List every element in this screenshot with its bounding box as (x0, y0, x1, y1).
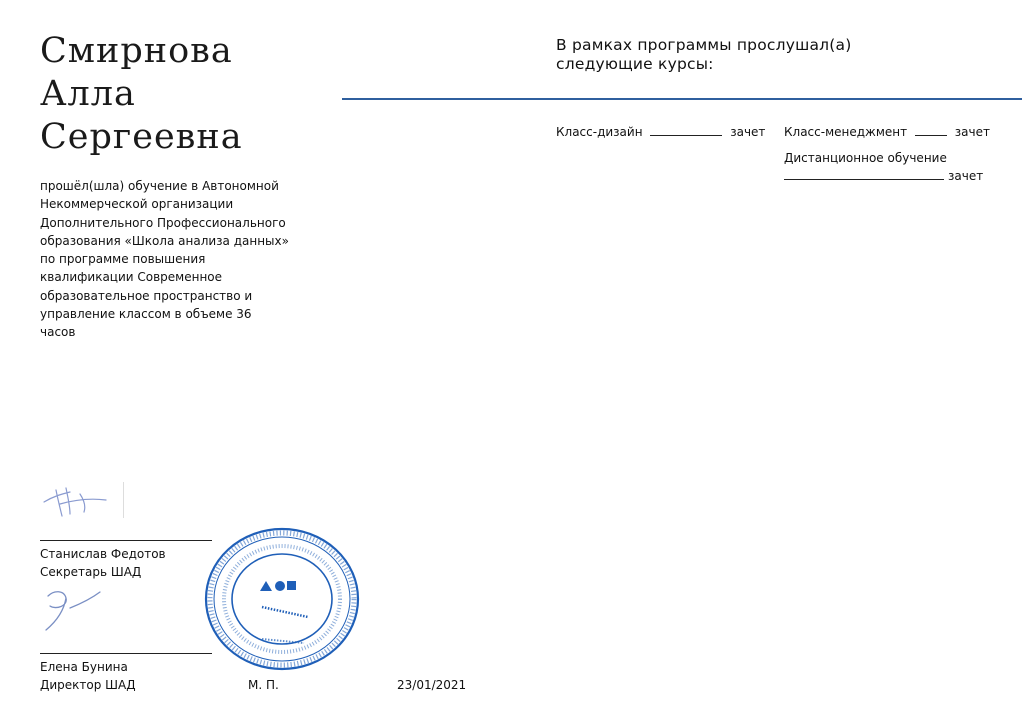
signature-line (40, 540, 212, 541)
signature-line (40, 653, 212, 654)
course-name: Класс-дизайн (556, 125, 643, 139)
signatory-title: Секретарь ШАД (40, 565, 142, 579)
signature-secretary (40, 482, 130, 522)
organization-stamp (200, 519, 360, 673)
heading-divider (342, 98, 1022, 100)
signature-divider (123, 482, 124, 518)
signatory-title: Директор ШАД (40, 678, 136, 692)
name-line-first: Алла (40, 74, 136, 114)
course-blank (784, 168, 944, 180)
course-name: Дистанционное обучение (784, 151, 947, 165)
name-line-surname: Смирнова (40, 31, 233, 71)
name-line-patronymic: Сергеевна (40, 117, 243, 157)
signatory-name: Елена Бунина (40, 660, 128, 674)
course-result: зачет (954, 125, 990, 139)
signatory-director (40, 658, 136, 694)
course-blank (650, 124, 722, 136)
courses-heading (556, 36, 851, 74)
course-item (784, 124, 990, 139)
course-item (556, 124, 765, 139)
signatory-secretary (40, 545, 166, 581)
courses-heading-line1: В рамках программы прослушал(а) (556, 36, 852, 54)
course-result: зачет (948, 169, 984, 183)
seal-placeholder-label: М. П. (248, 678, 279, 692)
signature-director (40, 586, 110, 636)
course-item (784, 151, 983, 183)
issue-date: 23/01/2021 (397, 678, 467, 692)
course-result: зачет (730, 125, 766, 139)
course-name: Класс-менеджмент (784, 125, 908, 139)
program-description: прошёл(шла) обучение в Автономной Некоммерческой организации Дополнительного Профессионального образования «Школа анализа данных» по программе повышения квалификации Современное образовательное пространство и управление классом в объеме 36 часов (40, 179, 289, 340)
recipient-name (40, 30, 243, 159)
signatory-name: Станислав Федотов (40, 547, 166, 561)
course-blank (915, 124, 947, 136)
courses-heading-line2: следующие курсы: (556, 55, 714, 73)
